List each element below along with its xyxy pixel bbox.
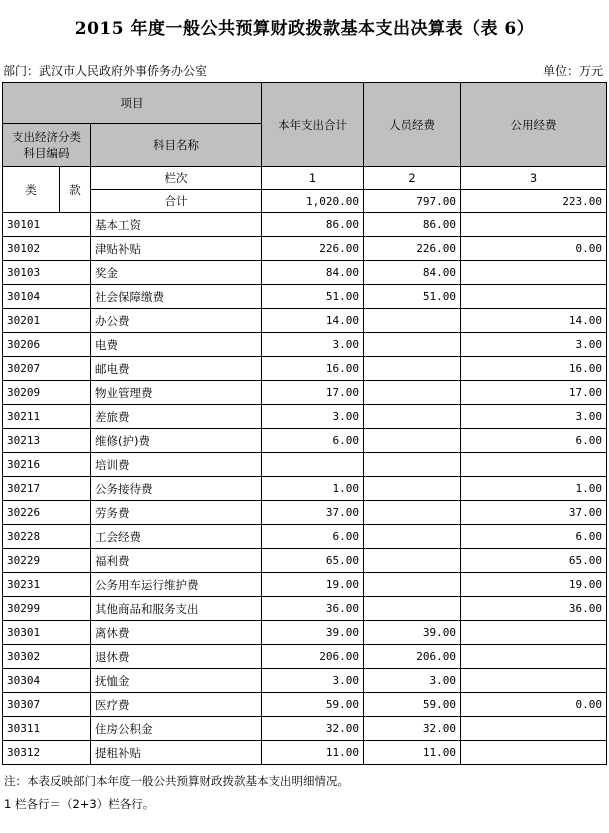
row-subject-name: 离休费 (91, 621, 262, 645)
table-row (3, 573, 607, 597)
table-row (3, 261, 607, 285)
header-public: 公用经费 (461, 83, 607, 167)
row-subject-name: 医疗费 (91, 693, 262, 717)
row-subject-name: 提租补贴 (91, 741, 262, 765)
row-total: 16.00 (262, 357, 364, 381)
row-personnel (364, 381, 461, 405)
row-personnel (364, 357, 461, 381)
row-public (461, 213, 607, 237)
col-index-1: 1 (262, 167, 364, 190)
table-row (3, 237, 607, 261)
table-row (3, 381, 607, 405)
header-row-1 (3, 83, 607, 124)
row-total: 3.00 (262, 669, 364, 693)
row-code: 30302 (3, 645, 91, 669)
row-total: 65.00 (262, 549, 364, 573)
row-code: 30102 (3, 237, 91, 261)
row-total: 3.00 (262, 333, 364, 357)
table-row (3, 741, 607, 765)
row-personnel (364, 405, 461, 429)
row-total: 37.00 (262, 501, 364, 525)
table-row (3, 669, 607, 693)
row-subject-name: 公务接待费 (91, 477, 262, 501)
row-personnel (364, 597, 461, 621)
table-row (3, 501, 607, 525)
row-total: 19.00 (262, 573, 364, 597)
row-code: 30217 (3, 477, 91, 501)
table-body (3, 213, 607, 765)
row-personnel (364, 429, 461, 453)
row-public (461, 285, 607, 309)
row-subject-name: 津贴补贴 (91, 237, 262, 261)
row-code: 30299 (3, 597, 91, 621)
row-public: 65.00 (461, 549, 607, 573)
table-row (3, 717, 607, 741)
table-row (3, 525, 607, 549)
row-total: 86.00 (262, 213, 364, 237)
table-row (3, 549, 607, 573)
row-public: 19.00 (461, 573, 607, 597)
footnote-2: 1 栏各行＝（2+3）栏各行。 (4, 797, 155, 811)
row-total: 17.00 (262, 381, 364, 405)
sum-row (3, 190, 607, 213)
row-public: 6.00 (461, 525, 607, 549)
row-subject-name: 维修(护)费 (91, 429, 262, 453)
table-row (3, 477, 607, 501)
table-row (3, 405, 607, 429)
row-personnel: 39.00 (364, 621, 461, 645)
row-code: 30301 (3, 621, 91, 645)
row-public: 3.00 (461, 405, 607, 429)
footnote-1: 注：本表反映部门本年度一般公共预算财政拨款基本支出明细情况。 (4, 774, 349, 788)
row-personnel (364, 549, 461, 573)
row-personnel: 59.00 (364, 693, 461, 717)
row-total: 206.00 (262, 645, 364, 669)
row-personnel (364, 333, 461, 357)
header-column-index: 栏次 (91, 167, 262, 190)
row-total: 39.00 (262, 621, 364, 645)
table-row (3, 621, 607, 645)
page-title: 2015 年度一般公共预算财政拨款基本支出决算表（表 6） (74, 19, 535, 39)
row-personnel (364, 525, 461, 549)
sum-public: 223.00 (461, 190, 607, 213)
row-code: 30307 (3, 693, 91, 717)
table-row (3, 429, 607, 453)
expenditure-table (2, 82, 607, 765)
row-subject-name: 基本工资 (91, 213, 262, 237)
row-total: 59.00 (262, 693, 364, 717)
row-code: 30231 (3, 573, 91, 597)
row-total: 84.00 (262, 261, 364, 285)
unit-label: 单位：万元 (542, 64, 603, 78)
row-code: 30311 (3, 717, 91, 741)
row-personnel: 11.00 (364, 741, 461, 765)
row-subject-name: 电费 (91, 333, 262, 357)
row-subject-name: 社会保障缴费 (91, 285, 262, 309)
row-subject-name: 公务用车运行维护费 (91, 573, 262, 597)
sum-total: 1,020.00 (262, 190, 364, 213)
row-code: 30213 (3, 429, 91, 453)
row-subject-name: 办公费 (91, 309, 262, 333)
row-code: 30304 (3, 669, 91, 693)
table-row (3, 357, 607, 381)
row-personnel (364, 477, 461, 501)
row-subject-name: 福利费 (91, 549, 262, 573)
row-code: 30201 (3, 309, 91, 333)
row-subject-name: 劳务费 (91, 501, 262, 525)
row-code: 30101 (3, 213, 91, 237)
table-row (3, 333, 607, 357)
header-personnel: 人员经费 (364, 83, 461, 167)
table-row (3, 285, 607, 309)
row-total: 226.00 (262, 237, 364, 261)
row-personnel: 51.00 (364, 285, 461, 309)
row-code: 30211 (3, 405, 91, 429)
header-lei: 类 (3, 167, 60, 213)
row-code: 30104 (3, 285, 91, 309)
row-code: 30207 (3, 357, 91, 381)
row-subject-name: 物业管理费 (91, 381, 262, 405)
row-subject-name: 其他商品和服务支出 (91, 597, 262, 621)
row-personnel: 226.00 (364, 237, 461, 261)
row-code: 30209 (3, 381, 91, 405)
row-total: 6.00 (262, 525, 364, 549)
table-row (3, 213, 607, 237)
row-code: 30216 (3, 453, 91, 477)
table-row (3, 453, 607, 477)
row-subject-name: 培训费 (91, 453, 262, 477)
row-personnel (364, 453, 461, 477)
row-code: 30226 (3, 501, 91, 525)
header-subject-name: 科目名称 (91, 124, 262, 167)
row-public: 6.00 (461, 429, 607, 453)
row-personnel (364, 501, 461, 525)
row-public (461, 741, 607, 765)
department-label: 部门：武汉市人民政府外事侨务办公室 (3, 64, 208, 78)
row-public: 37.00 (461, 501, 607, 525)
row-public: 17.00 (461, 381, 607, 405)
row-public: 16.00 (461, 357, 607, 381)
row-total: 6.00 (262, 429, 364, 453)
header-row-3 (3, 167, 607, 190)
table-row (3, 693, 607, 717)
row-total (262, 453, 364, 477)
row-code: 30312 (3, 741, 91, 765)
row-personnel: 86.00 (364, 213, 461, 237)
row-total: 32.00 (262, 717, 364, 741)
sum-personnel: 797.00 (364, 190, 461, 213)
row-subject-name: 抚恤金 (91, 669, 262, 693)
header-kuan: 款 (60, 167, 91, 213)
header-item: 项目 (3, 83, 262, 124)
row-public (461, 621, 607, 645)
row-total: 1.00 (262, 477, 364, 501)
row-personnel: 32.00 (364, 717, 461, 741)
row-public (461, 261, 607, 285)
row-public: 1.00 (461, 477, 607, 501)
header-total: 本年支出合计 (262, 83, 364, 167)
row-code: 30206 (3, 333, 91, 357)
row-subject-name: 奖金 (91, 261, 262, 285)
row-public: 3.00 (461, 333, 607, 357)
sum-label: 合计 (91, 190, 262, 213)
header-econ-code: 支出经济分类科目编码 (3, 124, 91, 167)
row-public (461, 645, 607, 669)
row-public: 0.00 (461, 693, 607, 717)
row-public (461, 669, 607, 693)
row-public: 0.00 (461, 237, 607, 261)
row-total: 11.00 (262, 741, 364, 765)
col-index-2: 2 (364, 167, 461, 190)
row-total: 36.00 (262, 597, 364, 621)
row-total: 51.00 (262, 285, 364, 309)
table-row (3, 597, 607, 621)
row-personnel (364, 309, 461, 333)
row-code: 30103 (3, 261, 91, 285)
row-public (461, 453, 607, 477)
row-public: 14.00 (461, 309, 607, 333)
table-row (3, 645, 607, 669)
row-personnel (364, 573, 461, 597)
row-code: 30228 (3, 525, 91, 549)
row-subject-name: 工会经费 (91, 525, 262, 549)
col-index-3: 3 (461, 167, 607, 190)
row-total: 3.00 (262, 405, 364, 429)
table-row (3, 309, 607, 333)
row-subject-name: 住房公积金 (91, 717, 262, 741)
row-personnel: 3.00 (364, 669, 461, 693)
row-subject-name: 退休费 (91, 645, 262, 669)
row-subject-name: 差旅费 (91, 405, 262, 429)
row-public (461, 717, 607, 741)
row-code: 30229 (3, 549, 91, 573)
row-subject-name: 邮电费 (91, 357, 262, 381)
row-personnel: 206.00 (364, 645, 461, 669)
row-public: 36.00 (461, 597, 607, 621)
row-personnel: 84.00 (364, 261, 461, 285)
row-total: 14.00 (262, 309, 364, 333)
